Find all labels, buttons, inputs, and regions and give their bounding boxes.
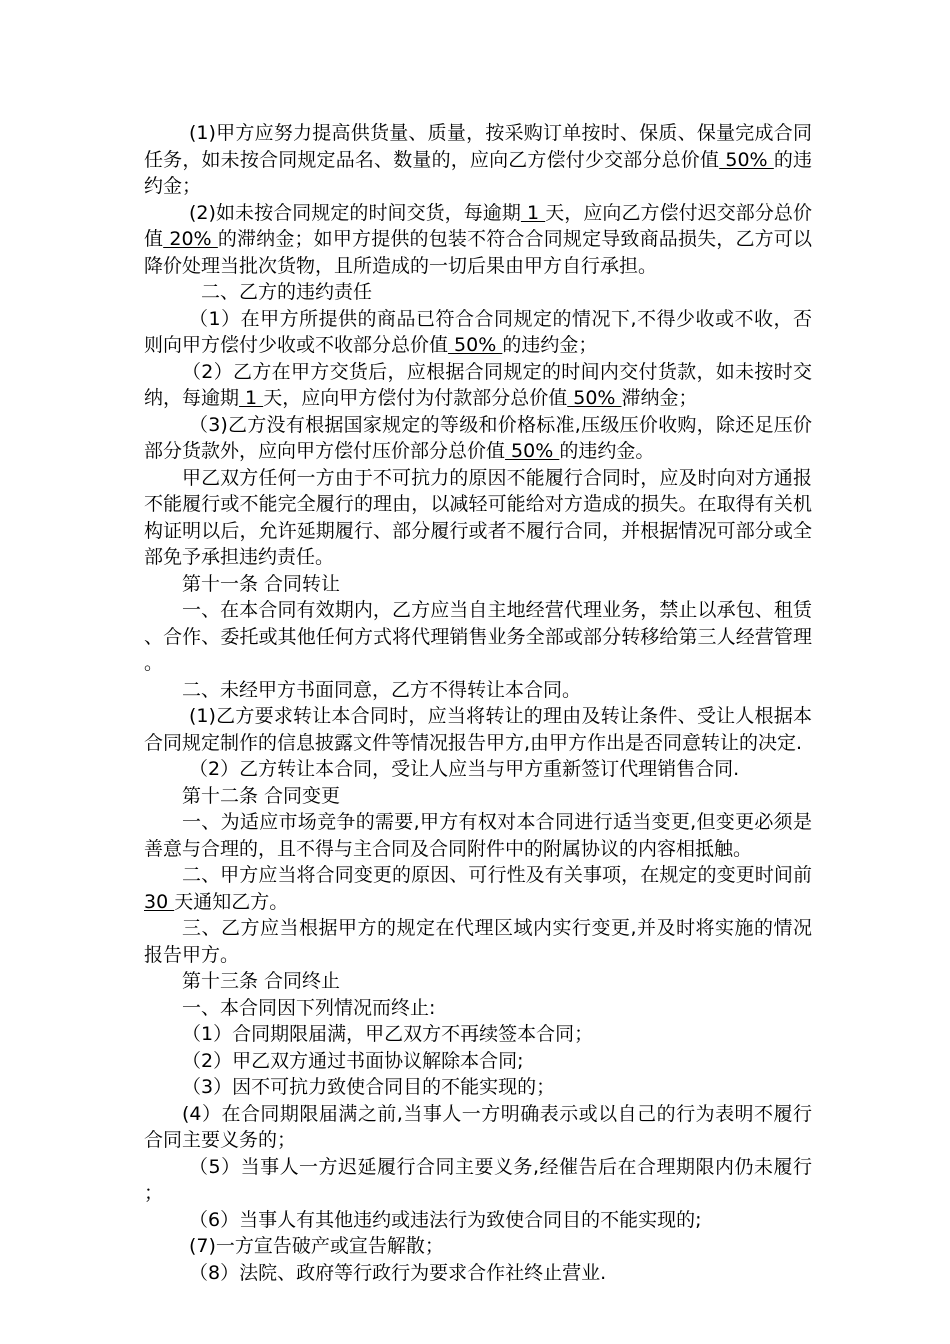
text-segment: 的违约金。 (559, 440, 655, 462)
underlined-value: 50% (448, 334, 503, 356)
underlined-value: 50% (719, 148, 774, 171)
text-segment: 天，应向乙方偿付迟交部分总价值 (144, 201, 812, 250)
list-item (144, 1207, 812, 1234)
text-segment: （6）当事人有其他违约或违法行为致使合同目的不能实现的; (189, 1208, 702, 1231)
text-segment: 三、乙方应当根据甲方的规定在代理区域内实行变更,并及时将实施的情况报告甲方。 (144, 917, 812, 966)
clause-paragraph (144, 703, 812, 756)
clause-paragraph (144, 809, 812, 862)
text-segment: 一、在本合同有效期内，乙方应当自主地经营代理业务，禁止以承包、租赁、合作、委托或其他任何方式将代理销售业务全部或部分转移给第三人经营管理。 (144, 599, 812, 674)
text-segment: 一、本合同因下列情况而终止: (182, 996, 436, 1019)
clause-paragraph (144, 120, 812, 200)
text-segment: 第十一条 合同转让 (182, 572, 341, 595)
clause-paragraph (144, 359, 812, 412)
text-segment: (1)乙方要求转让本合同时，应当将转让的理由及转让条件、受让人根据本合同规定制作的信息披露文件等情况报告甲方,由甲方作出是否同意转让的决定. (144, 705, 812, 754)
clause-paragraph (144, 677, 812, 704)
text-segment: 的违约金； (502, 334, 598, 356)
clause-paragraph (144, 412, 812, 465)
text-segment: （5）当事人一方迟延履行合同主要义务,经催告后在合理期限内仍未履行； (144, 1155, 812, 1204)
text-segment: （2）乙方转让本合同，受让人应当与甲方重新签订代理销售合同. (189, 758, 740, 780)
clause-paragraph (144, 995, 812, 1022)
list-item (144, 1048, 812, 1075)
clause-paragraph (144, 597, 812, 677)
underlined-value: 1 (520, 201, 546, 224)
text-segment: 二、乙方的违约责任 (201, 281, 373, 303)
section-heading (144, 279, 812, 306)
text-segment: 甲乙双方任何一方由于不可抗力的原因不能履行合同时，应及时向对方通报不能履行或不能完全履行的理由，以减轻可能给对方造成的损失。在取得有关机构证明以后，允许延期履行、部分履行或者不履行合同，并根据情况可部分或全部免予承担违约责任。 (144, 466, 812, 568)
text-segment: （3)乙方没有根据国家规定的等级和价格标准,压级压价收购，除还足压价部分货款外，应向甲方偿付压价部分总价值 (144, 413, 812, 462)
text-segment: 二、甲方应当将合同变更的原因、可行性及有关事项，在规定的变更时间前 (182, 864, 812, 886)
underlined-value: 50% (505, 440, 560, 462)
underlined-value: 20% (163, 228, 218, 250)
text-segment: 二、未经甲方书面同意，乙方不得转让本合同。 (182, 678, 582, 701)
text-segment: 第十三条 合同终止 (182, 970, 341, 992)
underlined-value: 1 (239, 387, 264, 409)
text-segment: （8）法院、政府等行政行为要求合作社终止营业. (189, 1261, 607, 1284)
text-segment: (4）在合同期限届满之前,当事人一方明确表示或以自己的行为表明不履行合同主要义务的； (144, 1102, 812, 1151)
text-segment: (2)如未按合同规定的时间交货，每逾期 (189, 201, 521, 224)
clause-paragraph (144, 915, 812, 968)
clause-paragraph (144, 306, 812, 359)
article-heading (144, 783, 812, 810)
text-segment: （1）在甲方所提供的商品已符合合同规定的情况下,不得少收或不收，否则向甲方偿付少收或不收部分总价值 (144, 307, 812, 356)
text-segment: 天通知乙方。 (174, 890, 289, 913)
underlined-value: 30 (144, 890, 175, 913)
text-segment: （3）因不可抗力致使合同目的不能实现的； (182, 1076, 556, 1098)
clause-paragraph (144, 756, 812, 783)
list-item (144, 1154, 812, 1207)
text-segment: 的违约金； (144, 148, 812, 197)
text-segment: 一、为适应市场竞争的需要,甲方有权对本合同进行适当变更,但变更必须是善意与合理的，且不得与主合同及合同附件中的附属协议的内容相抵触。 (144, 811, 812, 860)
list-item (144, 1101, 812, 1154)
text-segment: (7)一方宣告破产或宣告解散； (189, 1235, 444, 1257)
article-heading (144, 968, 812, 995)
text-segment: 的滞纳金；如甲方提供的包装不符合合同规定导致商品损失，乙方可以降价处理当批次货物，且所造成的一切后果由甲方自行承担。 (144, 228, 812, 277)
text-segment: (1)甲方应努力提高供货量、质量，按采购订单按时、保质、保量完成合同任务，如未按合同规定品名、数量的，应向乙方偿付少交部分总价值 (144, 122, 812, 171)
underlined-value: 50% (567, 387, 622, 409)
list-item (144, 1021, 812, 1048)
list-item (144, 1233, 812, 1260)
text-segment: （2）甲乙双方通过书面协议解除本合同; (182, 1049, 524, 1072)
clause-paragraph (144, 200, 812, 280)
text-segment: 第十二条 合同变更 (182, 784, 341, 807)
text-segment: （2）乙方在甲方交货后，应根据合同规定的时间内交付货款，如未按时交纳，每逾期 (144, 360, 812, 409)
article-heading (144, 571, 812, 598)
list-item (144, 1074, 812, 1101)
text-segment: 滞纳金； (621, 387, 698, 409)
clause-paragraph (144, 465, 812, 571)
document-body (144, 120, 812, 1286)
text-segment: 天，应向甲方偿付为付款部分总价值 (263, 387, 568, 409)
text-segment: （1）合同期限届满，甲乙双方不再续签本合同； (182, 1023, 594, 1045)
list-item (144, 1260, 812, 1287)
clause-paragraph (144, 862, 812, 915)
